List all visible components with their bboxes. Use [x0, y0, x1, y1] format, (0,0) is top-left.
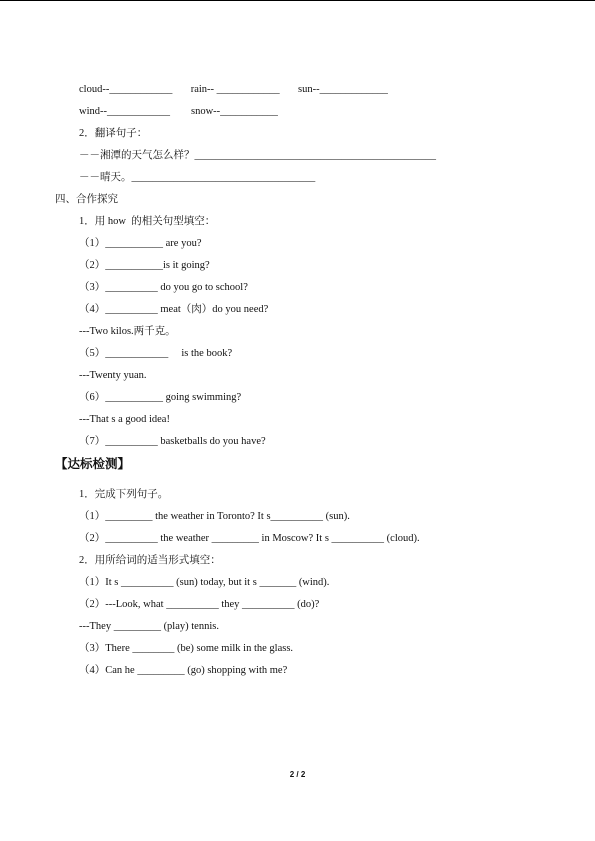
- assessment-heading: 【达标检测】: [55, 456, 131, 471]
- how-item-5: （5）____________ is the book?: [79, 348, 233, 359]
- complete-item-1: （1）_________ the weather in Toronto? It s__________ (sun).: [79, 511, 350, 522]
- word-form-instruction: 2．用所给词的适当形式填空：: [79, 555, 221, 566]
- how-item-7: （7）__________ basketballs do you have?: [79, 436, 266, 447]
- word-form-item-1: （1）It s __________ (sun) today, but it s _______ (wind).: [79, 577, 330, 588]
- section-translate-heading: 2．翻译句子：: [79, 128, 148, 139]
- word-blanks-row-2: wind--____________ snow--___________: [79, 106, 278, 117]
- translate-question-2: －－晴天。___________________________________: [79, 172, 316, 183]
- word-form-item-4: （4）Can he _________ (go) shopping with me?: [79, 665, 288, 676]
- how-item-6-answer: ---That s a good idea!: [79, 414, 170, 425]
- word-form-item-2-reply: ---They _________ (play) tennis.: [79, 621, 219, 632]
- how-item-1: （1）___________ are you?: [79, 238, 202, 249]
- how-item-5-answer: ---Twenty yuan.: [79, 370, 147, 381]
- word-form-item-3: （3）There ________ (be) some milk in the glass.: [79, 643, 294, 654]
- how-item-4-answer: ---Two kilos.两千克。: [79, 326, 176, 337]
- word-form-item-2: （2）---Look, what __________ they __________ (do)?: [79, 599, 320, 610]
- complete-sentences-instruction: 1．完成下列句子。: [79, 489, 169, 500]
- word-blanks-row-1: cloud--____________ rain-- ____________ sun--_____________: [79, 84, 388, 95]
- how-fill-instruction: 1．用 how 的相关句型填空：: [79, 216, 216, 227]
- how-item-6: （6）___________ going swimming?: [79, 392, 242, 403]
- how-item-3: （3）__________ do you go to school?: [79, 282, 248, 293]
- page-number: 2 / 2: [289, 770, 306, 779]
- complete-item-2: （2）__________ the weather _________ in Moscow? It s __________ (cloud).: [79, 533, 420, 544]
- translate-question-1: －－湘潭的天气怎么样？______________________________________________: [79, 150, 436, 161]
- page-top-rule: [0, 0, 595, 1]
- how-item-4: （4）__________ meat（肉）do you need?: [79, 304, 269, 315]
- section-four-heading: 四、合作探究: [55, 194, 118, 205]
- how-item-2: （2）___________is it going?: [79, 260, 210, 271]
